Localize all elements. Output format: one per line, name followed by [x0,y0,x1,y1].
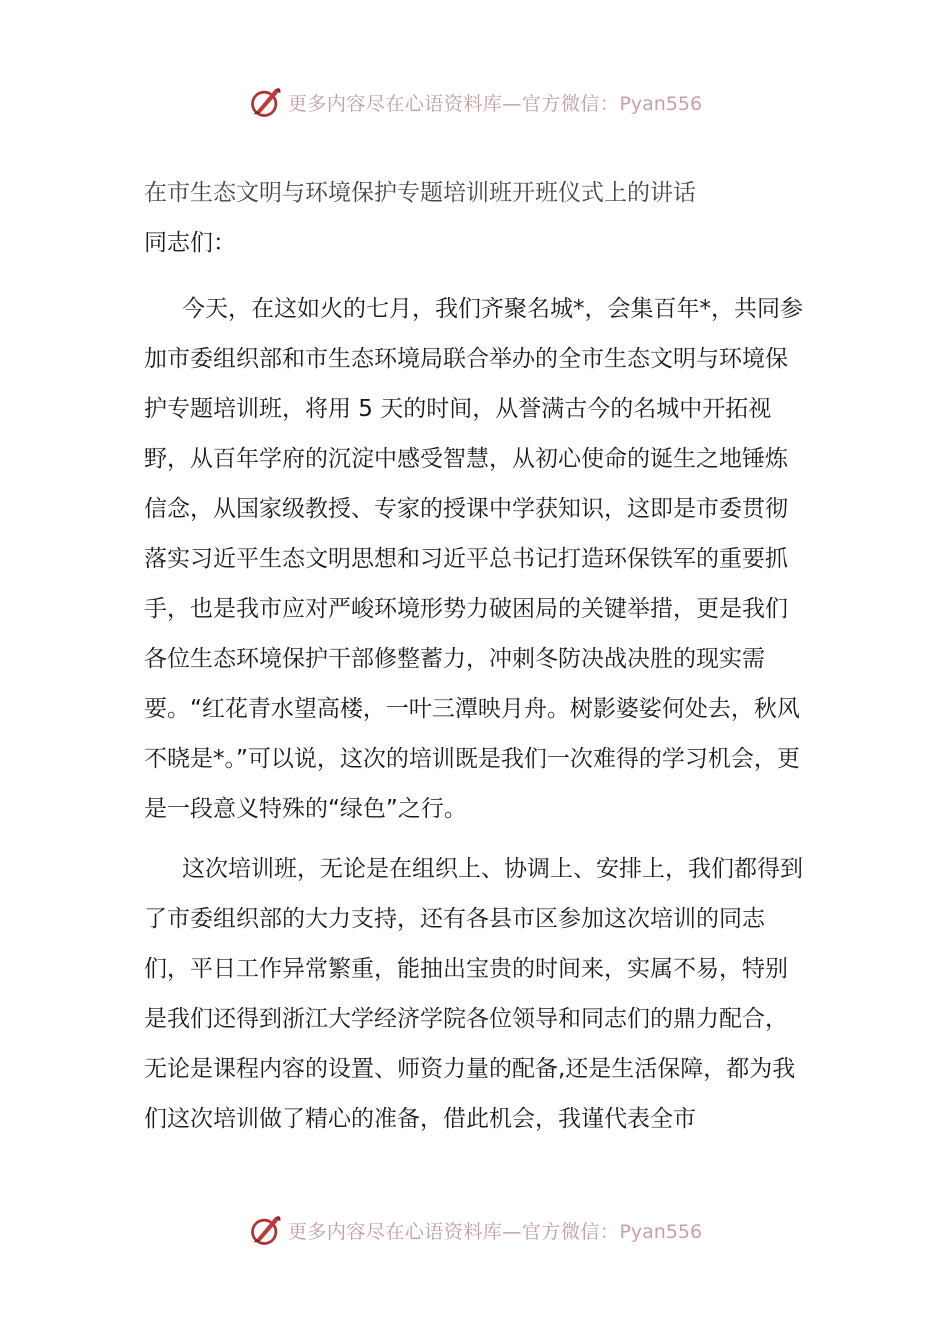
watermark-wechat-id: Pyan556 [619,1220,703,1243]
header-watermark [0,80,950,124]
document-body [144,174,808,1144]
watermark-wechat-label: 官方微信： [521,1220,620,1243]
salutation: 同志们： [144,230,236,256]
paragraph: 今天，在这如火的七月，我们齐聚名城*，会集百年*，共同参加市委组织部和市生态环境局联合举办的全市生态文明与环境保护专题培训班，将用 5 天的时间，从誉满古今的名城中开拓视野，从百年学府的沉淀中感受智慧，从初心使命的诞生之地锤炼信念，从国家级教授、专家的授课中学获知识，这即是市委贯彻落实习近平生态文明思想和习近平总书记打造环保铁军的重要抓手，也是我市应对严峻环境形势力破困局的关键举措，更是我们各位生态环境保护干部修整蓄力，冲刺冬防决战决胜的现实需要。“红花青水望高楼，一叶三潭映月舟。树影婆娑何处去，秋风不晓是*。”可以说，这次的培训既是我们一次难得的学习机会，更是一段意义特殊的“绿色”之行。 [144,296,803,822]
watermark-content [248,84,702,120]
watermark-site-text: 更多内容尽在心语资料库 [287,92,503,115]
watermark-site-text: 更多内容尽在心语资料库 [287,1220,503,1243]
watermark-separator: — [502,1220,522,1243]
watermark-text [288,1217,702,1244]
watermark-text [288,89,702,116]
document-title: 在市生态文明与环境保护专题培训班开班仪式上的讲话 [144,180,696,206]
watermark-wechat-id: Pyan556 [619,92,703,115]
quill-pen-icon [248,1212,284,1248]
footer-watermark [0,1208,950,1252]
watermark-content [248,1212,702,1248]
quill-pen-icon [248,84,284,120]
paragraph: 这次培训班，无论是在组织上、协调上、安排上，我们都得到了市委组织部的大力支持，还有各县市区参加这次培训的同志们，平日工作异常繁重，能抽出宝贵的时间来，实属不易，特别是我们还得到浙江大学经济学院各位领导和同志们的鼎力配合，无论是课程内容的设置、师资力量的配备,还是生活保障，都为我们这次培训做了精心的准备，借此机会，我谨代表全市 [144,856,803,1132]
watermark-separator: — [502,92,522,115]
watermark-wechat-label: 官方微信： [521,92,620,115]
